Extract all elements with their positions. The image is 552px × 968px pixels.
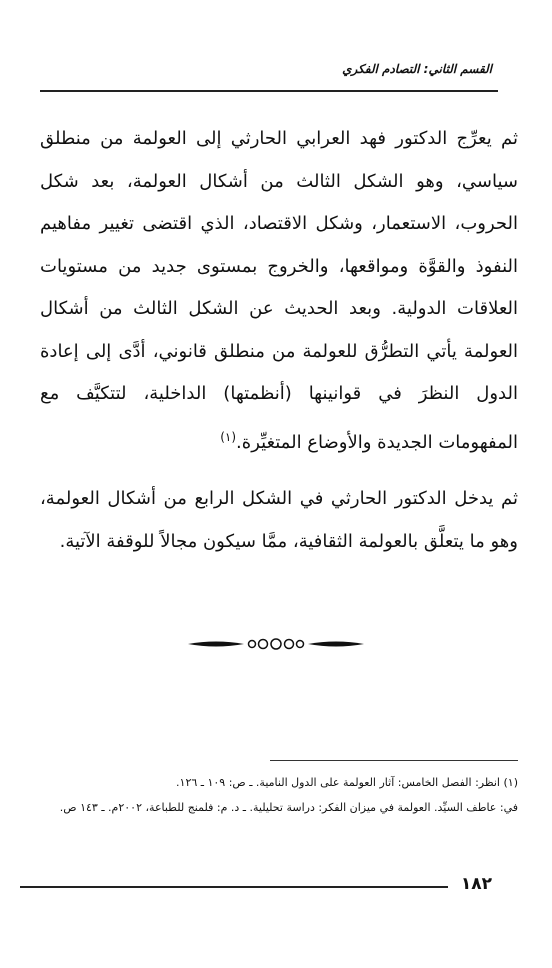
- page-number: ١٨٢: [460, 874, 492, 894]
- footnote-1-source: في: عاطف السيِّد. العولمة في ميزان الفكر: دراسة تحليلية. ـ د. م: فلمنج للطباعة، ٢٠٠٢م. ـ ١٤٣ ص.: [59, 801, 518, 814]
- paragraph-2: ثم يدخل الدكتور الحارثي في الشكل الرابع من أشكال العولمة، وهو ما يتعلَّق بالعولمة الثقافية، ممَّا سيكون مجالاً للوقفة الآتية.: [40, 488, 518, 552]
- footnote-reference[interactable]: (١): [220, 429, 237, 444]
- footnotes: [40, 770, 518, 820]
- footnote-separator: [270, 760, 518, 761]
- paragraph-1-text: ثم يعرِّج الدكتور فهد العرابي الحارثي إلى العولمة من منطلق سياسي، وهو الشكل الثالث من أشكال العولمة، بعد شكل الحروب، الاستعمار، وشكل الاقتصاد، الذي اقتضى تغيير مفاهيم النفوذ والقوَّة ومواقعها، والخروج بمستوى جديد من مستويات العلاقات الدولية. وبعد الحديث عن الشكل الثالث من أشكال العولمة يأتي التطرُّق للعولمة من منطلق قانوني، أدَّى إلى إعادة الدول النظرَ في قوانينها (أنظمتها) الداخلية، لتتكيَّف مع المفهومات الجديدة والأوضاع المتغيِّرة.: [40, 128, 518, 453]
- paragraph-1: [40, 118, 518, 464]
- footnote-1: (١) انظر: الفصل الخامس: آثار العولمة على الدول النامية. ـ ص: ١٠٩ ـ ١٢٦.: [176, 776, 518, 789]
- running-header: القسم الثاني: التصادم الفكري: [342, 62, 492, 76]
- header-rule: [40, 90, 498, 92]
- section-divider-ornament: [186, 636, 366, 652]
- footer-rule: [20, 886, 448, 888]
- main-text: [40, 118, 518, 563]
